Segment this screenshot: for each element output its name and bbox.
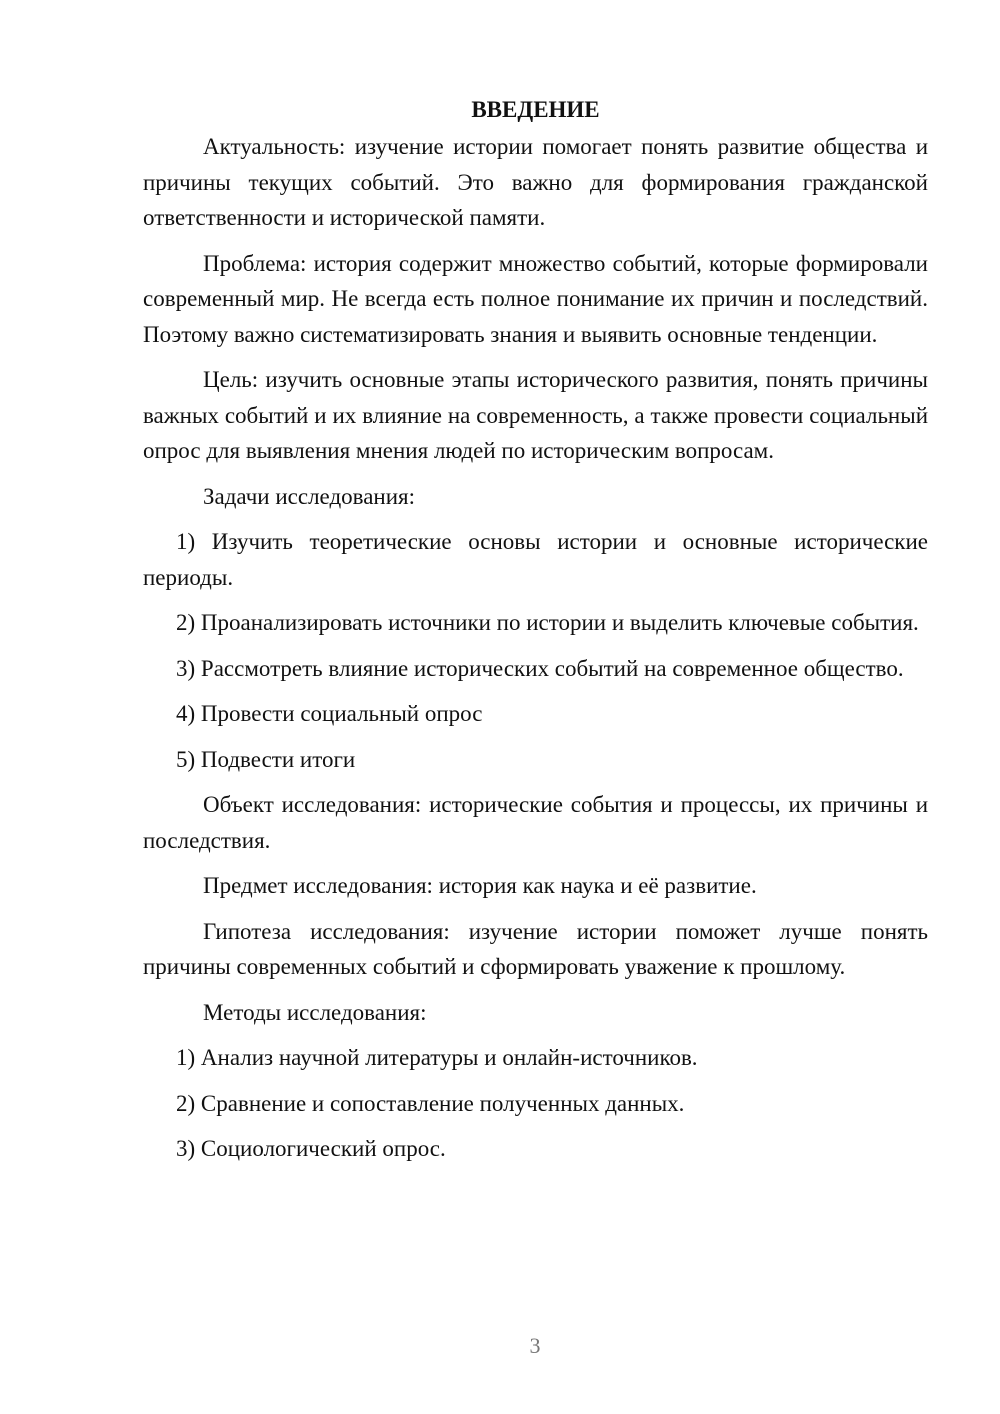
relevance-paragraph: Актуальность: изучение истории помогает понять развитие общества и причины текущих событий. Это важно для формирования гражданской ответственности и исторической памяти. — [143, 134, 928, 230]
problem-paragraph: Проблема: история содержит множество событий, которые формировали современный мир. Не всегда есть полное понимание их причин и последствий. Поэтому важно систематизировать знания и выявить основные тенденции. — [143, 250, 928, 347]
page-number: 3 — [529, 1333, 541, 1358]
method-item-1: 1) Анализ научной литературы и онлайн-источников. — [176, 1045, 698, 1070]
task-item-2: 2) Проанализировать источники по истории и выделить ключевые события. — [176, 610, 919, 635]
task-item-3: 3) Рассмотреть влияние исторических событий на современное общество. — [176, 655, 904, 681]
method-item-3: 3) Социологический опрос. — [176, 1136, 446, 1161]
page-content — [143, 92, 928, 1177]
task-item-1: 1) Изучить теоретические основы истории и основные исторические периоды. — [143, 529, 928, 590]
object-paragraph: Объект исследования: исторические события и процессы, их причины и последствия. — [143, 792, 928, 853]
subject-paragraph: Предмет исследования: история как наука и её развитие. — [203, 873, 757, 898]
task-item-5: 5) Подвести итоги — [176, 746, 356, 772]
goal-paragraph: Цель: изучить основные этапы исторического развития, понять причины важных событий и их влияние на современность, а также провести социальный опрос для выявления мнения людей по историческим вопросам. — [143, 367, 928, 463]
methods-label: Методы исследования: — [203, 999, 427, 1025]
section-heading: ВВЕДЕНИЕ — [471, 97, 600, 122]
hypothesis-paragraph: Гипотеза исследования: изучение истории поможет лучше понять причины современных событий и сформировать уважение к прошлому. — [143, 918, 928, 979]
tasks-label: Задачи исследования: — [203, 483, 416, 509]
method-item-2: 2) Сравнение и сопоставление полученных данных. — [176, 1090, 685, 1116]
task-item-4: 4) Провести социальный опрос — [176, 701, 483, 726]
